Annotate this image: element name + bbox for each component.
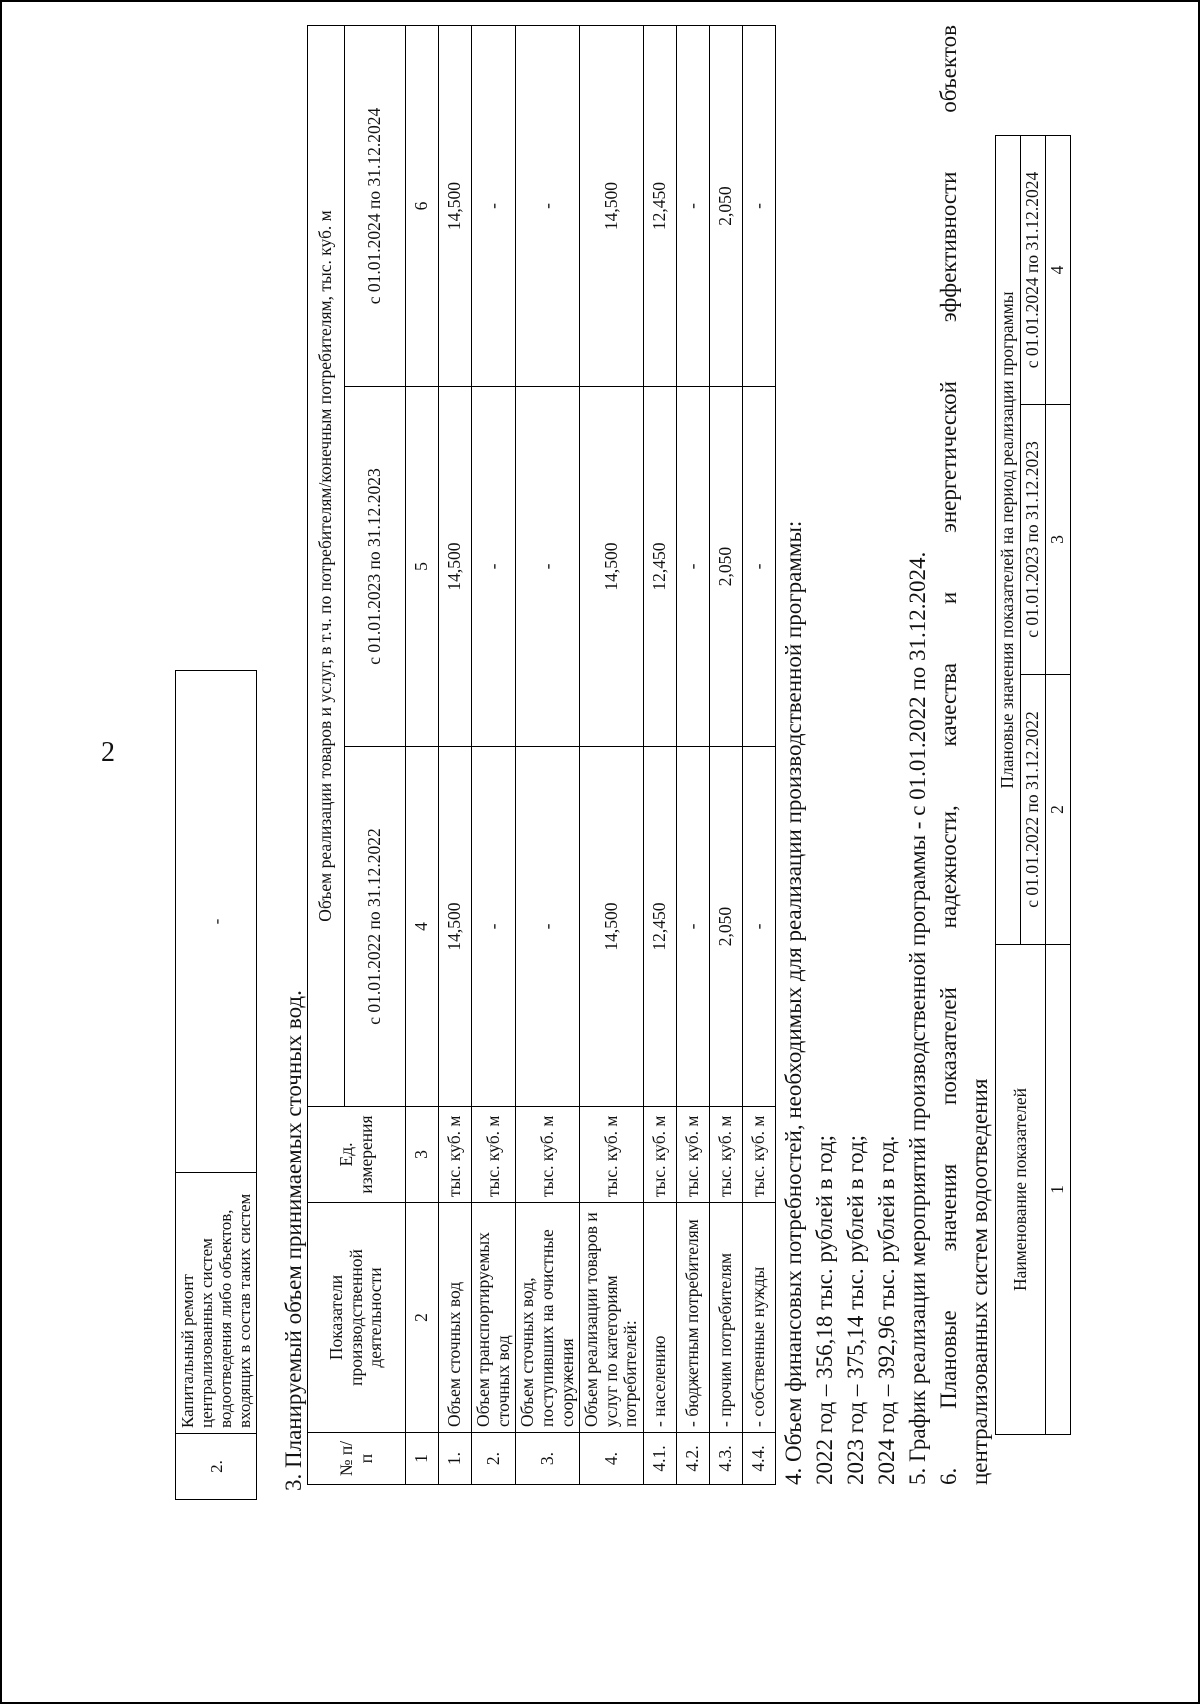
col-number: 6 bbox=[406, 26, 439, 387]
row-name: - собственные нужды bbox=[742, 1203, 775, 1433]
row-num: 1. bbox=[439, 1433, 472, 1485]
section4-title: 4. Объем финансовых потребностей, необходимых для реализации производственной программы: bbox=[780, 520, 806, 1485]
row-value-2022: 2,050 bbox=[709, 747, 742, 1107]
section4-line-2024: 2024 год – 392,96 тыс. рублей в год. bbox=[873, 1135, 899, 1485]
col-number: 2 bbox=[1045, 675, 1070, 945]
row-value-2023: - bbox=[742, 387, 775, 747]
row-value-2023: 14,500 bbox=[439, 387, 472, 747]
row-value-2022: - bbox=[742, 747, 775, 1107]
row-value: - bbox=[176, 671, 257, 1173]
reliability-indicators-table bbox=[995, 135, 1071, 1435]
capital-repair-table bbox=[175, 670, 257, 1500]
row-value-2024: 14,500 bbox=[580, 26, 644, 387]
row-value-2022: - bbox=[472, 747, 516, 1107]
row-unit: тыс. куб. м bbox=[472, 1107, 516, 1203]
section6-title-continued: централизованных систем водоотведения bbox=[966, 1078, 992, 1485]
section4-financial-needs bbox=[778, 25, 995, 1485]
header-period-2024: с 01.01.2024 по 31.12.2024 bbox=[345, 26, 406, 387]
row-num: 4.3. bbox=[709, 1433, 742, 1485]
row-unit: тыс. куб. м bbox=[676, 1107, 709, 1203]
rotated-document-content bbox=[175, 25, 1071, 1491]
row-name: - бюджетным потребителям bbox=[676, 1203, 709, 1433]
table-header-row bbox=[308, 26, 345, 1485]
row-value-2022: - bbox=[676, 747, 709, 1107]
row-value-2022: 14,500 bbox=[439, 747, 472, 1107]
row-unit: тыс. куб. м bbox=[709, 1107, 742, 1203]
row-unit: тыс. куб. м bbox=[643, 1107, 676, 1203]
section3-title: 3. Планируемый объем принимаемых сточных вод. bbox=[281, 990, 307, 1491]
row-value-2022: 14,500 bbox=[580, 747, 644, 1107]
header-period-2024: с 01.01.2024 по 31.12.2024 bbox=[1020, 136, 1045, 405]
header-period-2023: с 01.01.2023 по 31.12.2023 bbox=[1020, 405, 1045, 675]
table-row bbox=[516, 26, 580, 1485]
column-number-row bbox=[1045, 136, 1070, 1435]
row-value-2022: - bbox=[516, 747, 580, 1107]
table-row bbox=[439, 26, 472, 1485]
row-num: 4.4. bbox=[742, 1433, 775, 1485]
row-value-2024: 2,050 bbox=[709, 26, 742, 387]
row-unit: тыс. куб. м bbox=[742, 1107, 775, 1203]
column-number-row bbox=[406, 26, 439, 1485]
section5-schedule: 5. График реализации мероприятий производственной программы - с 01.01.2022 по 31.12.2024. bbox=[904, 551, 930, 1485]
row-value-2024: - bbox=[742, 26, 775, 387]
row-name: - населению bbox=[643, 1203, 676, 1433]
row-name: Объем сточных вод, поступивших на очистные сооружения bbox=[516, 1203, 580, 1433]
row-num: 2. bbox=[472, 1433, 516, 1485]
row-value-2023: 14,500 bbox=[580, 387, 644, 747]
row-name: Объем сточных вод bbox=[439, 1203, 472, 1433]
header-period-2023: с 01.01.2023 по 31.12.2023 bbox=[345, 387, 406, 747]
header-indicator: Показатели производственной деятельности bbox=[308, 1203, 406, 1433]
row-unit: тыс. куб. м bbox=[516, 1107, 580, 1203]
header-volume-group: Объем реализации товаров и услуг, в т.ч. по потребителям/конечным потребителям, тыс. куб. м bbox=[308, 26, 345, 1107]
row-value-2023: 2,050 bbox=[709, 387, 742, 747]
row-name: - прочим потребителям bbox=[709, 1203, 742, 1433]
header-period-2022: с 01.01.2022 по 31.12.2022 bbox=[1020, 675, 1045, 945]
row-value-2024: 14,500 bbox=[439, 26, 472, 387]
row-unit: тыс. куб. м bbox=[439, 1107, 472, 1203]
col-number: 1 bbox=[1045, 945, 1070, 1435]
header-period-2022: с 01.01.2022 по 31.12.2022 bbox=[345, 747, 406, 1107]
table-row bbox=[742, 26, 775, 1485]
row-num: 4. bbox=[580, 1433, 644, 1485]
wastewater-volume-table bbox=[307, 25, 776, 1485]
row-value-2024: - bbox=[516, 26, 580, 387]
row-value-2024: - bbox=[472, 26, 516, 387]
col-number: 5 bbox=[406, 387, 439, 747]
row-num: 4.1. bbox=[643, 1433, 676, 1485]
section6-title: 6. Плановые значения показателей надежности, качества и энергетической эффективности объектов bbox=[935, 25, 961, 1485]
col-number: 4 bbox=[1045, 136, 1070, 405]
table-row bbox=[643, 26, 676, 1485]
header-num: № п/п bbox=[308, 1433, 406, 1485]
row-num: 4.2. bbox=[676, 1433, 709, 1485]
row-num: 3. bbox=[516, 1433, 580, 1485]
row-value-2023: - bbox=[516, 387, 580, 747]
page-number: 2 bbox=[101, 737, 115, 768]
row-description: Капитальный ремонт централизованных систем водоотведения либо объектов, входящих в состав таких систем bbox=[176, 1173, 257, 1434]
row-unit: тыс. куб. м bbox=[580, 1107, 644, 1203]
row-value-2024: 12,450 bbox=[643, 26, 676, 387]
col-number: 2 bbox=[406, 1203, 439, 1433]
row-name: Объем реализации товаров и услуг по категориям потребителей: bbox=[580, 1203, 644, 1433]
table-row bbox=[709, 26, 742, 1485]
col-number: 1 bbox=[406, 1433, 439, 1485]
section4-line-2022: 2022 год – 356,18 тыс. рублей в год; bbox=[811, 1134, 837, 1485]
table-row bbox=[176, 671, 257, 1500]
col-number: 3 bbox=[1045, 405, 1070, 675]
row-value-2022: 12,450 bbox=[643, 747, 676, 1107]
row-number: 2. bbox=[176, 1434, 257, 1500]
table-row bbox=[580, 26, 644, 1485]
row-value-2023: - bbox=[472, 387, 516, 747]
table-row bbox=[676, 26, 709, 1485]
header-planned-values: Плановые значения показателей на период реализации программы bbox=[995, 136, 1020, 945]
col-number: 3 bbox=[406, 1107, 439, 1203]
table-row bbox=[472, 26, 516, 1485]
header-name: Наименование показателей bbox=[995, 945, 1045, 1435]
row-value-2023: - bbox=[676, 387, 709, 747]
row-name: Объем транспортируемых сточных вод bbox=[472, 1203, 516, 1433]
row-value-2024: - bbox=[676, 26, 709, 387]
header-unit: Ед. измерения bbox=[308, 1107, 406, 1203]
section4-line-2023: 2023 год – 375,14 тыс. рублей в год; bbox=[842, 1134, 868, 1485]
table-header-row bbox=[995, 136, 1020, 1435]
col-number: 4 bbox=[406, 747, 439, 1107]
row-value-2023: 12,450 bbox=[643, 387, 676, 747]
